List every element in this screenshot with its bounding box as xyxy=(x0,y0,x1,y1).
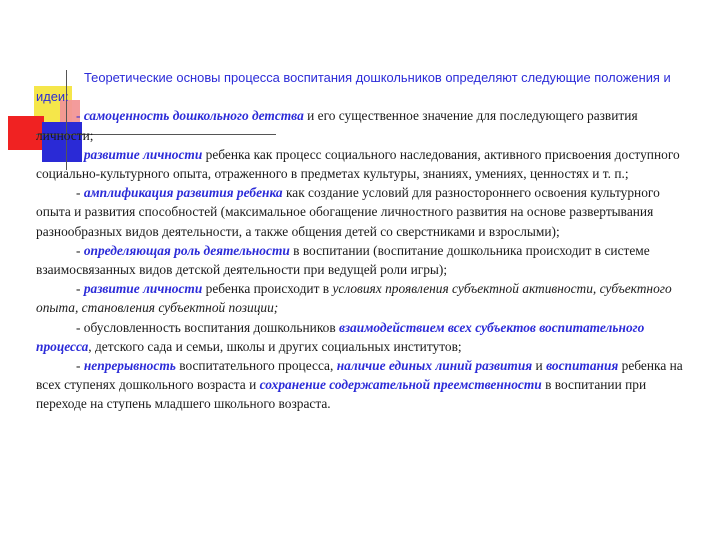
principle-item xyxy=(36,106,684,144)
principle-item xyxy=(36,241,684,279)
text-run: ребенка происходит в xyxy=(202,281,333,297)
text-run: - xyxy=(76,242,84,258)
text-run: в воспитании при переходе на ступень младшего школьного возраста. xyxy=(36,377,647,412)
key-term: амплификация развития ребенка xyxy=(83,185,283,201)
text-run: условиях проявления субъектной активности, субъектного опыта, становления субъектной позиции; xyxy=(36,281,672,316)
key-term: развитие личности xyxy=(83,281,203,297)
text-run: и его существенное значение для последующего развития личности; xyxy=(36,108,638,143)
text-run: - xyxy=(76,108,84,124)
key-term: непрерывность xyxy=(83,358,176,374)
text-run: ребенка на всех ступенях дошкольного возраста и xyxy=(36,358,683,393)
text-run: воспитательного процесса, xyxy=(175,358,337,374)
principle-item xyxy=(36,318,684,356)
slide-body xyxy=(36,68,684,414)
text-run: и xyxy=(532,358,547,374)
text-run: ребенка как процесс социального наследования, активного присвоения доступного социально-культурного опыта, отраженного в предметах культуры, знаниях, умениях, ценностях и т. п.; xyxy=(36,146,680,182)
principle-item xyxy=(36,356,684,414)
text-run: в воспитании (воспитание дошкольника происходит в системе взаимосвязанных видов детской деятельности при ведущей роли игры); xyxy=(36,242,650,278)
text-run: - обусловленность воспитания дошкольников xyxy=(76,319,340,335)
key-term: взаимодействием всех субъектов воспитательного процесса xyxy=(36,319,645,354)
principle-item xyxy=(36,183,684,241)
principles-list xyxy=(36,106,684,413)
intro-text: Теоретические основы процесса воспитания дошкольников определяют следующие положения и идеи: xyxy=(36,70,671,105)
text-run: - xyxy=(76,146,84,162)
key-term: самоценность дошкольного детства xyxy=(83,108,304,124)
text-run: - xyxy=(76,185,84,201)
principle-item xyxy=(36,145,684,183)
key-term: сохранение содержательной преемственности xyxy=(259,377,542,393)
text-run: - xyxy=(76,281,84,297)
key-term: определяющая роль деятельности xyxy=(83,242,290,258)
text-run: как создание условий для разностороннего освоения культурного опыта и развития способностей (максимальное обогащение личностного развития на основе развертывания разнообразных видов деятельности, а также общения детей со сверстниками и взрослыми); xyxy=(36,185,660,239)
key-term: наличие единых линий развития xyxy=(336,358,533,374)
text-run: - xyxy=(76,358,84,374)
key-term: развитие личности xyxy=(83,146,203,162)
principle-item xyxy=(36,279,684,317)
key-term: воспитания xyxy=(546,358,619,374)
text-run: , детского сада и семьи, школы и других социальных институтов; xyxy=(88,338,462,354)
